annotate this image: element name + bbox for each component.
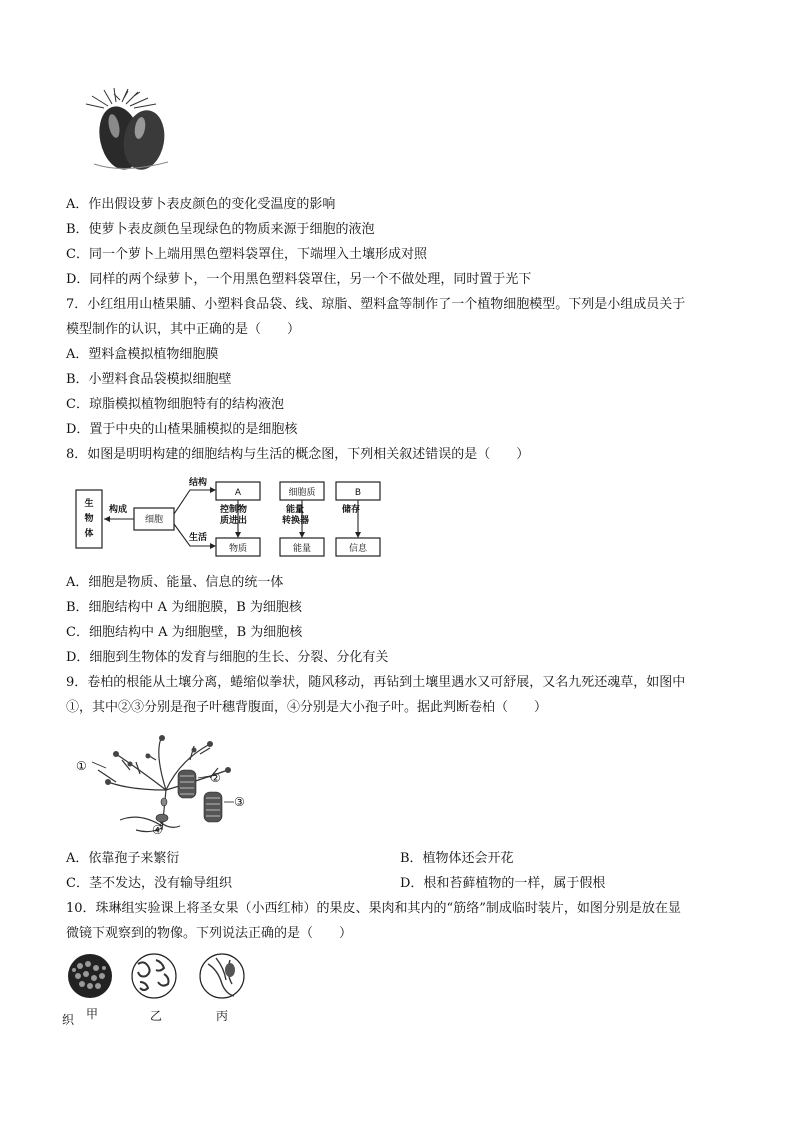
selaginella-figure [70, 730, 260, 838]
q6-option-b: B．使萝卜表皮颜色呈现绿色的物质来源于细胞的液泡 [66, 222, 375, 237]
box-b-label: B [354, 488, 362, 498]
label-yi: 乙 [150, 1009, 163, 1023]
q7-option-c: C．琼脂模拟植物细胞特有的结构液泡 [66, 397, 284, 412]
q8-option-c: C．细胞结构中 A 为细胞壁，B 为细胞核 [66, 625, 303, 640]
label-a-line2: 质进出 [220, 516, 248, 526]
q8-option-d: D．细胞到生物体的发育与细胞的生长、分裂、分化有关 [66, 650, 389, 665]
box-energy-label: 能量 [292, 544, 312, 554]
q6-option-c: C．同一个萝卜上端用黑色塑料袋罩住，下端埋入土壤形成对照 [66, 247, 427, 262]
organism-char-3: 体 [84, 529, 94, 539]
cell-concept-diagram [74, 474, 386, 562]
q7-stem-line2: 模型制作的认识，其中正确的是（ ） [66, 322, 301, 337]
label-4: ④ [152, 823, 163, 837]
q9-stem-line2: ①，其中②③分别是孢子叶穗背腹面，④分别是大小孢子叶。据此判断卷柏（ ） [66, 700, 548, 715]
box-info-label: 信息 [348, 544, 368, 554]
q9-option-c: C．茎不发达，没有输导组织 [66, 876, 232, 891]
microscope-view-yi [132, 954, 176, 998]
label-a-line1: 控制物 [220, 505, 248, 515]
radish-figure [64, 86, 190, 178]
organism-char-2: 物 [84, 514, 94, 524]
branch-life-label: 生活 [188, 533, 208, 543]
q6-option-a: A．作出假设萝卜表皮颜色的变化受温度的影响 [66, 197, 336, 212]
stray-char: 织 [62, 1013, 75, 1026]
q8-option-a: A．细胞是物质、能量、信息的统一体 [66, 575, 284, 590]
cell-label: 细胞 [144, 515, 164, 525]
microscope-view-bing [200, 954, 244, 998]
microscope-view-jia [68, 954, 112, 998]
organism-char-1: 生 [84, 499, 94, 509]
label-3: ③ [234, 795, 245, 809]
q9-option-d: D．根和苔藓植物的一样，属于假根 [400, 876, 606, 891]
q9-option-b: B．植物体还会开花 [400, 851, 514, 866]
q10-stem-line2: 微镜下观察到的物像。下列说法正确的是（ ） [66, 926, 353, 941]
relation-label: 构成 [108, 505, 128, 515]
q8-stem: 8．如图是明明构建的细胞结构与生活的概念图，下列相关叙述错误的是（ ） [66, 447, 530, 462]
box-cytoplasm-label: 细胞质 [288, 488, 316, 498]
q7-option-b: B．小塑料食品袋模拟细胞壁 [66, 372, 232, 387]
label-bing: 丙 [216, 1009, 229, 1023]
box-matter-label: 物质 [228, 544, 248, 554]
label-mid-line1: 能量 [286, 505, 305, 515]
q7-option-a: A．塑料盒模拟植物细胞膜 [66, 347, 219, 362]
q7-option-d: D．置于中央的山楂果脯模拟的是细胞核 [66, 422, 298, 437]
label-mid-line2: 转换器 [282, 516, 310, 526]
label-b: 储存 [342, 505, 361, 515]
microscope-images [60, 950, 260, 1026]
label-jia: 甲 [86, 1007, 99, 1021]
box-a-label: A [234, 488, 242, 498]
q10-stem-line1: 10．珠琳组实验课上将圣女果（小西红柿）的果皮、果肉和其内的“筋络”制成临时装片，如图分别是放在显 [66, 901, 681, 916]
q7-stem-line1: 7．小红组用山楂果脯、小塑料食品袋、线、琼脂、塑料盒等制作了一个植物细胞模型。下列是小组成员关于 [66, 297, 686, 312]
branch-structure-label: 结构 [188, 478, 208, 488]
label-1: ① [76, 759, 87, 773]
q8-option-b: B．细胞结构中 A 为细胞膜，B 为细胞核 [66, 600, 302, 615]
q9-stem-line1: 9．卷柏的根能从土壤分离，蜷缩似拳状，随风移动，再钻到土壤里遇水又可舒展，又名九死还魂草，如图中 [66, 675, 686, 690]
label-2: ② [210, 771, 221, 785]
q9-option-a: A．依靠孢子来繁衍 [66, 851, 180, 866]
q6-option-d: D．同样的两个绿萝卜，一个用黑色塑料袋罩住，另一个不做处理，同时置于光下 [66, 272, 532, 287]
